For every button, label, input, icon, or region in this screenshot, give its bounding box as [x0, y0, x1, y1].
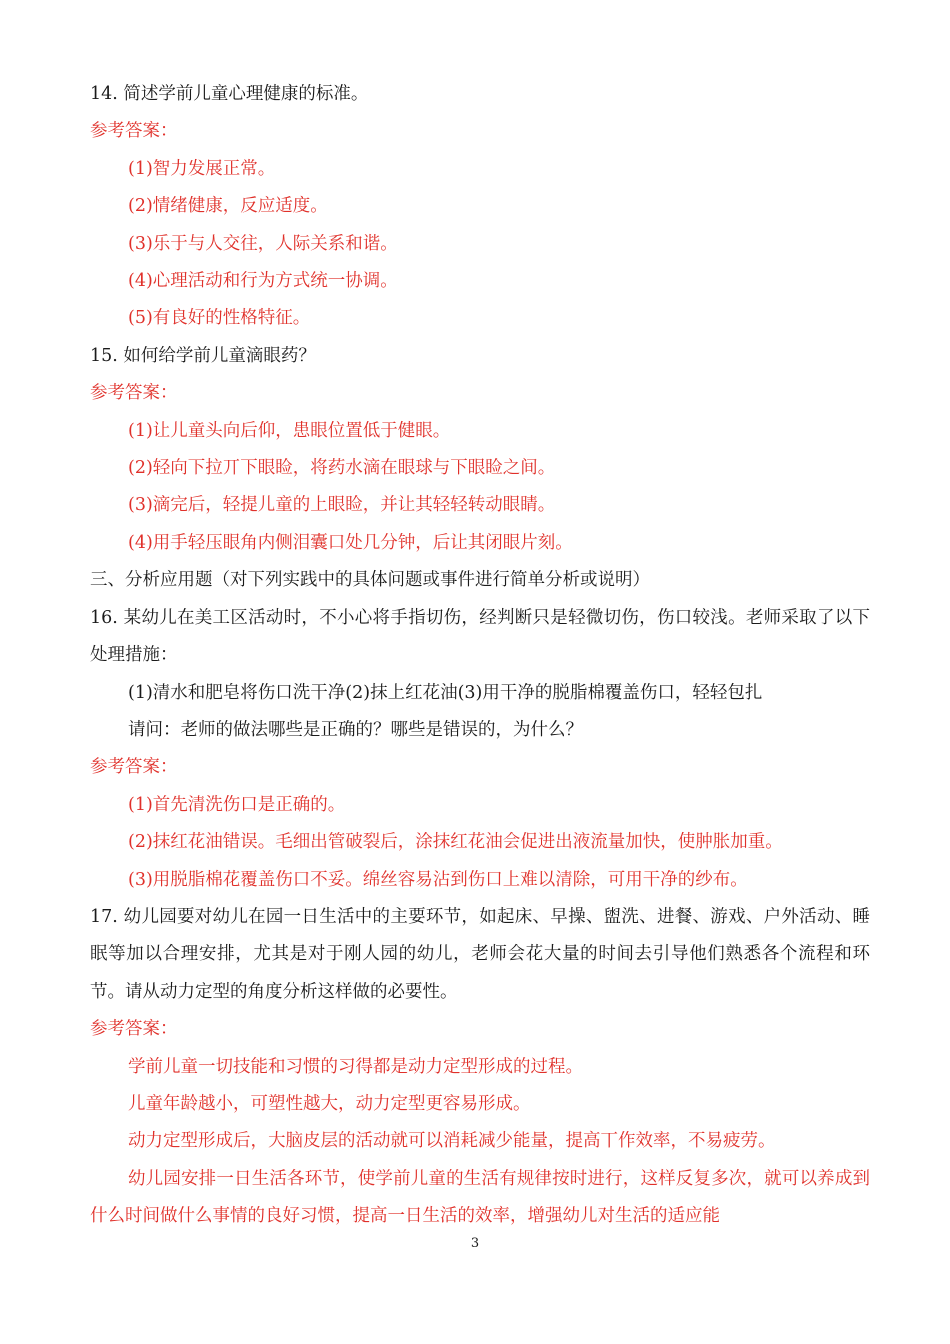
answer-14-4: (4)心理活动和行为方式统一协调。 — [128, 271, 398, 292]
page-number: 3 — [470, 1236, 480, 1251]
answer-14-5: (5)有良好的性格特征。 — [128, 308, 311, 329]
answer-17-3: 动力定型形成后，大脑皮层的活动就可以消耗减少能量，提高丅作效率，不易疲劳。 — [128, 1131, 776, 1152]
answer-14-2: (2)情绪健康，反应适度。 — [128, 196, 328, 217]
answer-label-15: 参考答案： — [90, 383, 178, 404]
section-heading: 三、分析应用题（对下列实践中的具体问题或事件进行简单分析或说明） — [90, 570, 650, 591]
answer-label-17: 参考答案： — [90, 1019, 178, 1040]
question-16-measures: (1)清水和肥皂将伤口洗干净(2)抹上红花油(3)用干净的脱脂棉覆盖伤口，轻轻包扎 — [128, 682, 763, 703]
answer-15-4: (4)用手轻压眼角内侧泪囊口处几分钟，后让其闭眼片刻。 — [128, 532, 573, 553]
answer-15-1: (1)让儿童头向后仰，患眼位置低于健眼。 — [128, 420, 451, 441]
page-content — [90, 76, 870, 1236]
question-16: 16. 某幼儿在美工区活动时，不小心将手指切伤，经判断只是轻微切伤，伤口较浅。老师采取了以下处理措施： — [90, 607, 870, 666]
answer-15-3: (3)滴完后，轻提儿童的上眼睑，并让其轻轻转动眼睛。 — [128, 495, 556, 516]
answer-14-1: (1)智力发展正常。 — [128, 158, 276, 179]
answer-17-2: 儿童年龄越小，可塑性越大，动力定型更容易形成。 — [128, 1093, 531, 1114]
answer-16-1: (1)首先清洗伤口是正确的。 — [128, 794, 346, 815]
answer-label-14: 参考答案： — [90, 121, 178, 142]
question-17: 17. 幼儿园要对幼儿在园一日生活中的主要环节，如起床、早操、盥洗、进餐、游戏、户外活动、睡眠等加以合理安排，尤其是对于刚人园的幼儿，老师会花大量的时间去引导他们熟悉各个流程和环节。请从动力定型的角度分析这样做的必要性。 — [90, 906, 870, 1002]
answer-16-2: (2)抹红花油错误。毛细出管破裂后，涂抹红花油会促进出液流量加快，使肿胀加重。 — [128, 832, 783, 853]
answer-17-final: 幼儿园安排一日生活各环节，使学前儿童的生活有规律按时进行，这样反复多次，就可以养成到什么时间做什么事情的良好习惯，提高一日生活的效率，增强幼儿对生活的适应能 — [90, 1168, 870, 1227]
answer-15-2: (2)轻向下拉丌下眼睑，将药水滴在眼球与下眼睑之间。 — [128, 458, 556, 479]
question-14: 14. 简述学前儿童心理健康的标准。 — [90, 84, 369, 104]
question-15: 15. 如何给学前儿童滴眼药？ — [90, 345, 316, 366]
answer-16-3: (3)用脱脂棉花覆盖伤口不妥。绵丝容易沾到伤口上难以清除，可用干净的纱布。 — [128, 869, 748, 890]
answer-17-1: 学前儿童一切技能和习惯的习得都是动力定型形成的过程。 — [128, 1056, 583, 1077]
answer-label-16: 参考答案： — [90, 757, 178, 778]
answer-14-3: (3)乐于与人交往，人际关系和谐。 — [128, 233, 398, 254]
question-16-ask: 请问：老师的做法哪些是正确的？哪些是错误的，为什么？ — [128, 719, 583, 740]
